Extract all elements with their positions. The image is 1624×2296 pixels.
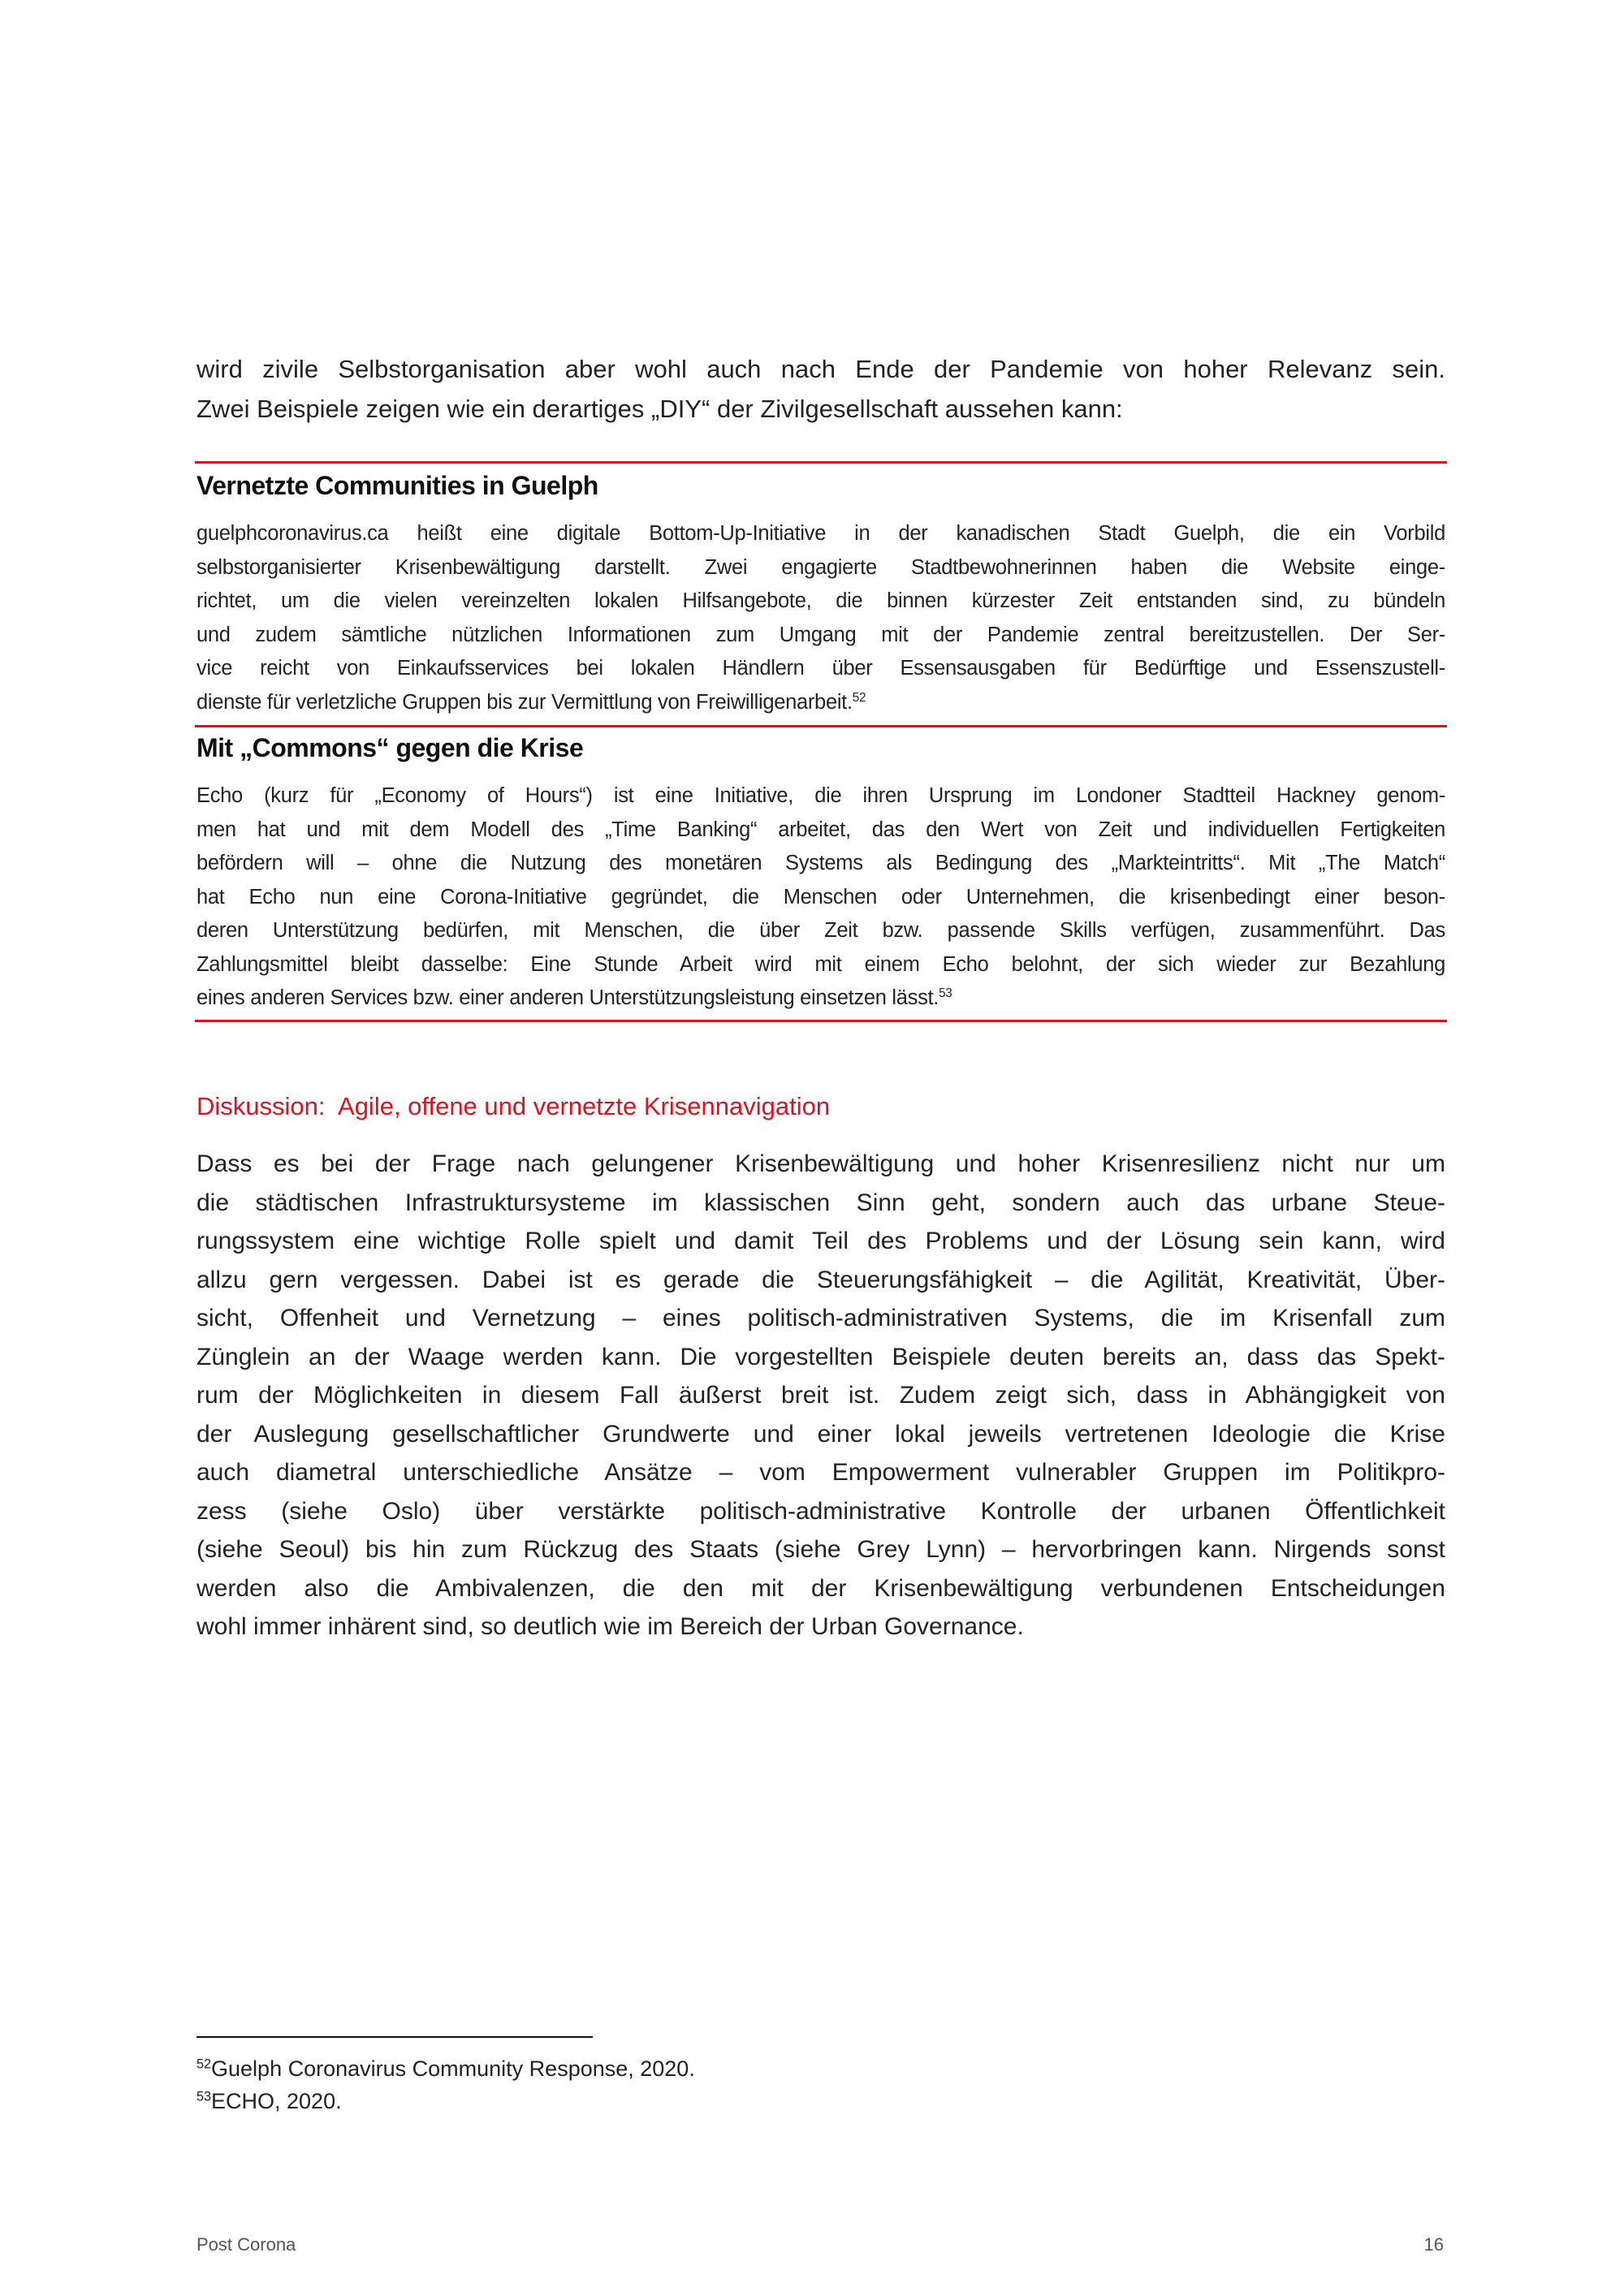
text-line: Zwei Beispiele zeigen wie ein derartiges „DIY“ der Zivilgesellschaft aussehen kann:: [197, 395, 1123, 423]
footnote-ref[interactable]: 52: [852, 690, 866, 705]
text-line: werden also die Ambivalenzen, die den mit der Krisenbewältigung verbundenen Entscheidungen: [197, 1574, 1445, 1602]
text-line: Zünglein an der Waage werden kann. Die vorgestellten Beispiele deuten bereits an, dass das Spekt-: [197, 1343, 1445, 1370]
text-line: hat Echo nun eine Corona-Initiative gegründet, die Menschen oder Unternehmen, die krisenbedingt einer beson-: [197, 885, 1445, 908]
text-line: Dass es bei der Frage nach gelungener Krisenbewältigung und hoher Krisenresilienz nicht nur um: [197, 1150, 1445, 1177]
text-line: Zahlungsmittel bleibt dasselbe: Eine Stunde Arbeit wird mit einem Echo belohnt, der sich wieder zur Bezahlung: [197, 952, 1445, 976]
text-line: [197, 982, 1445, 1016]
footnote-ref[interactable]: 53: [939, 986, 952, 1000]
text-line: richtet, um die vielen vereinzelten lokalen Hilfsangebote, die binnen kürzester Zeit entstanden sind, zu bündeln: [197, 589, 1445, 612]
text-line: wohl immer inhärent sind, so deutlich wie im Bereich der Urban Governance.: [197, 1613, 1024, 1640]
footnote-divider: [197, 2036, 593, 2038]
footnote-text: ECHO, 2020.: [211, 2089, 342, 2113]
text-line: und zudem sämtliche nützlichen Informationen zum Umgang mit der Pandemie zentral bereitzustellen. Der Ser-: [197, 623, 1445, 646]
footnote-52: [197, 2056, 695, 2082]
text-line: allzu gern vergessen. Dabei ist es gerade die Steuerungsfähigkeit – die Agilität, Kreativität, Über-: [197, 1266, 1445, 1293]
box-body-guelph: [197, 517, 1445, 719]
discussion-paragraph: [197, 1145, 1445, 1646]
text-line: sicht, Offenheit und Vernetzung – eines politisch-administrativen Systems, die im Krisenfall zum: [197, 1305, 1445, 1331]
text: eines anderen Services bzw. einer anderen Unterstützungsleistung einsetzen lässt.: [197, 986, 939, 1009]
text-line: guelphcoronavirus.ca heißt eine digitale Bottom-Up-Initiative in der kanadischen Stadt Guelph, die ein Vorbild: [197, 522, 1445, 545]
text-line: (siehe Seoul) bis hin zum Rückzug des Staats (siehe Grey Lynn) – hervorbringen kann. Nirgends sonst: [197, 1536, 1445, 1563]
text-line: rum der Möglichkeiten in diesem Fall äußerst breit ist. Zudem zeigt sich, dass in Abhängigkeit von: [197, 1382, 1445, 1409]
text-line: selbstorganisierter Krisenbewältigung darstellt. Zwei engagierte Stadtbewohnerinnen haben die Website einge-: [197, 555, 1445, 579]
footnote-number: 53: [197, 2089, 212, 2104]
text-line: wird zivile Selbstorganisation aber wohl auch nach Ende der Pandemie von hoher Relevanz sein.: [197, 355, 1445, 383]
text: dienste für verletzliche Gruppen bis zur Vermittlung von Freiwilligenarbeit.: [197, 690, 853, 714]
box-title-guelph: Vernetzte Communities in Guelph: [197, 471, 598, 500]
page-number: 16: [1423, 2234, 1444, 2255]
text-line: Echo (kurz für „Economy of Hours“) ist eine Initiative, die ihren Ursprung im Londoner Stadtteil Hackney genom-: [197, 784, 1445, 807]
footnote-text: Guelph Coronavirus Community Response, 2020.: [211, 2056, 695, 2081]
footnote-number: 52: [197, 2056, 212, 2072]
text-line: deren Unterstützung bedürfen, mit Menschen, die über Zeit bzw. passende Skills verfügen, zusammenführt. Das: [197, 919, 1445, 942]
text-line: befördern will – ohne die Nutzung des monetären Systems als Bedingung des „Markteintritts“. Mit „The Match“: [197, 852, 1445, 874]
text-line: rungssystem eine wichtige Rolle spielt und damit Teil des Problems und der Lösung sein kann, wird: [197, 1228, 1445, 1254]
text-line: men hat und mit dem Modell des „Time Banking“ arbeitet, das den Wert von Zeit und individuellen Fertigkeiten: [197, 818, 1445, 841]
footer-title: Post Corona: [197, 2234, 296, 2255]
text-line: der Auslegung gesellschaftlicher Grundwerte und einer lokal jeweils vertretenen Ideologie die Krise: [197, 1420, 1445, 1448]
text-line: [197, 686, 1445, 720]
box-divider: [195, 1020, 1447, 1022]
box-divider: [195, 461, 1447, 464]
intro-paragraph: [197, 349, 1445, 429]
text-line: auch diametral unterschiedliche Ansätze – vom Empowerment vulnerabler Gruppen im Politikpro-: [197, 1459, 1445, 1486]
discussion-heading: Diskussion: Agile, offene und vernetzte Krisennavigation: [197, 1092, 831, 1120]
text-line: zess (siehe Oslo) über verstärkte politisch-administrative Kontrolle der urbanen Öffentlichkeit: [197, 1497, 1445, 1525]
box-body-commons: [197, 779, 1445, 1016]
footnote-53: [197, 2089, 342, 2114]
box-title-commons: Mit „Commons“ gegen die Krise: [197, 733, 584, 762]
text-line: vice reicht von Einkaufsservices bei lokalen Händlern über Essensausgaben für Bedürftige und Essenszustell-: [197, 657, 1445, 680]
box-divider: [195, 725, 1447, 727]
text-line: die städtischen Infrastruktursysteme im klassischen Sinn geht, sondern auch das urbane Steue-: [197, 1189, 1445, 1216]
